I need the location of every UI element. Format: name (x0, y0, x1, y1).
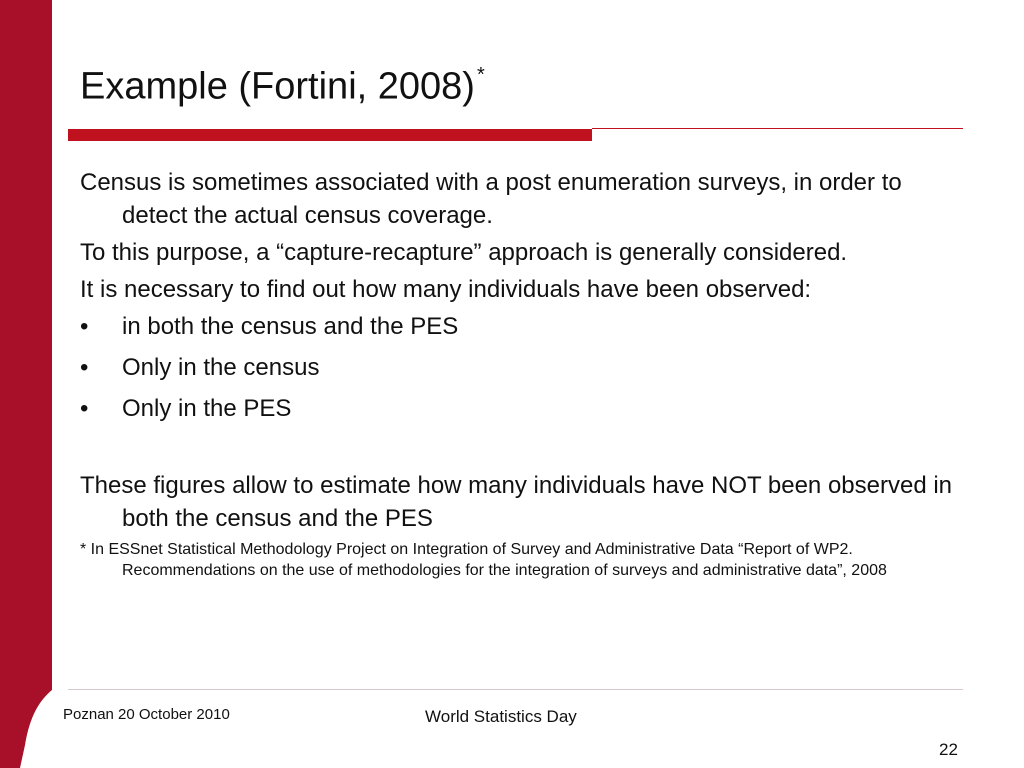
footer-event: World Statistics Day (425, 707, 577, 726)
slide-body (80, 166, 970, 597)
spacer (80, 433, 970, 469)
bullet-dot: • (80, 354, 89, 381)
title-underline-thin (592, 128, 963, 129)
slide-title (80, 56, 485, 110)
paragraph-figures: These figures allow to estimate how many individuals have NOT been observed in both the census and the PES (80, 472, 953, 532)
paragraph-necessary: It is necessary to find out how many individuals have been observed: (80, 276, 812, 303)
paragraph-census: Census is sometimes associated with a post enumeration surveys, in order to detect the actual census coverage. (80, 169, 902, 229)
page-number: 22 (939, 740, 958, 759)
footnote: * In ESSnet Statistical Methodology Project on Integration of Survey and Administrative Data “Report of WP2. Recommendations on the use of methodologies for the integration of surveys and administrative data”, 2008 (80, 541, 887, 579)
title-footnote-marker: * (476, 64, 485, 86)
footer-date: Poznan 20 October 2010 (63, 706, 230, 723)
paragraph-purpose: To this purpose, a “capture-recapture” approach is generally considered. (80, 239, 848, 266)
title-underline-thick (68, 129, 592, 141)
bullet-item (80, 351, 970, 384)
slide-title-text: Example (Fortini, 2008) (80, 65, 475, 108)
bullet-item (80, 310, 970, 343)
bullet-text: Only in the PES (122, 395, 292, 422)
bullet-dot: • (80, 313, 89, 340)
bullet-text: in both the census and the PES (122, 313, 459, 340)
bullet-item (80, 392, 970, 425)
bullet-text: Only in the census (122, 354, 320, 381)
bullet-dot: • (80, 395, 89, 422)
footer-divider (68, 689, 963, 690)
left-decorative-bar (0, 0, 52, 768)
